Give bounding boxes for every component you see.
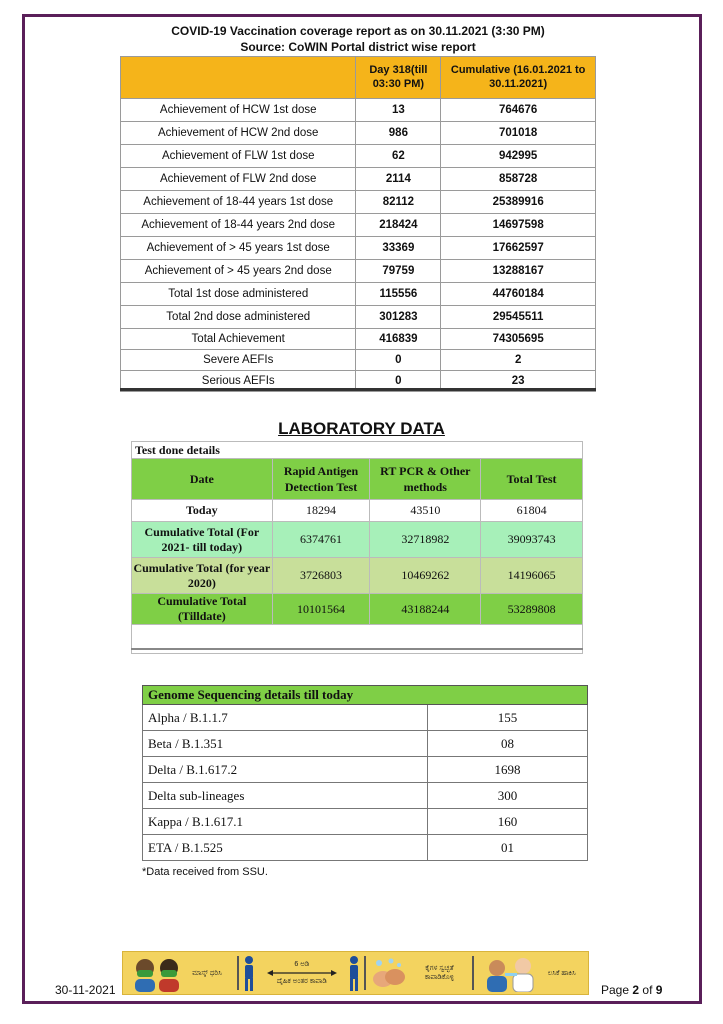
vaccination-header-day: Day 318(till 03:30 PM) [356,56,441,98]
lab-section-label: Test done details [132,442,583,459]
table-row: Severe AEFIs 0 2 [121,349,596,370]
vaccination-title: COVID-19 Vaccination coverage report as on 30.11.2021 (3:30 PM) [171,23,545,38]
table-row: Serious AEFIs 0 23 [121,370,596,391]
genome-table [142,685,588,861]
banner-divider [237,956,239,990]
table-row: Achievement of HCW 1st dose 13 764676 [121,98,596,121]
table-row: Cumulative Total (For 2021- till today) 6374761 32718982 39093743 [132,522,583,558]
table-row: Alpha / B.1.1.7 155 [143,705,588,731]
table-row: ETA / B.1.525 01 [143,835,588,861]
table-row: Beta / B.1.351 08 [143,731,588,757]
vaccine-segment [477,952,588,994]
handwash-icon [369,955,409,991]
vaccination-source: Source: CoWIN Portal district wise report [240,40,476,55]
lab-header-rat: Rapid Antigen Detection Test [272,459,370,500]
page-number: Page 2 of 9 [601,983,663,997]
vaccination-bottom-rule [120,388,596,391]
person-icon [347,955,361,991]
banner-divider [364,956,366,990]
table-row: Delta / B.1.617.2 1698 [143,757,588,783]
banner-divider [472,956,474,990]
table-row: Achievement of FLW 2nd dose 2114 858728 [121,167,596,190]
table-row: Achievement of 18-44 years 2nd dose 218424 14697598 [121,213,596,236]
table-row: Achievement of FLW 1st dose 62 942995 [121,144,596,167]
table-row: Total 1st dose administered 115556 44760184 [121,282,596,305]
table-row: Cumulative Total (Tilldate) 10101564 43188244 53289808 [132,594,583,625]
handwash-text: ಕೈಗಳ ಸ್ವಚ್ಛತೆ ಕಾಪಾಡಿಕೊಳ್ಳಿ [424,965,454,981]
lab-table [131,441,583,654]
genome-title: Genome Sequencing details till today [143,686,588,705]
mask-people-icon [131,954,187,992]
distance-text: ದೈಹಿಕ ಅಂತರ ಕಾಪಾಡಿ [276,978,327,985]
lab-title: LABORATORY DATA [278,419,445,438]
lab-header-total: Total Test [481,459,583,500]
mask-text: ಮಾಸ್ಕ್ ಧರಿಸಿ [192,969,222,977]
covid-guidelines-banner [122,951,589,995]
distance-label-group [267,960,337,986]
table-row: Kappa / B.1.617.1 160 [143,809,588,835]
table-row: Achievement of > 45 years 1st dose 33369 17662597 [121,236,596,259]
vaccination-header-blank [121,56,356,98]
table-row: Achievement of 18-44 years 1st dose 82112 25389916 [121,190,596,213]
table-row: Total Achievement 416839 74305695 [121,328,596,349]
table-row: Total 2nd dose administered 301283 29545511 [121,305,596,328]
lab-bottom-rule [131,648,583,650]
table-row: Today 18294 43510 61804 [132,500,583,522]
person-icon [242,955,256,991]
vaccine-text: ಲಸಿಕೆ ಹಾಕಿಸಿ [547,969,576,977]
distance-label: 6 ಅಡಿ [294,961,310,968]
footer-date: 30-11-2021 [55,983,116,997]
footnote: *Data received from SSU. [142,866,268,878]
handwash-segment [369,952,468,994]
lab-header-rtpcr: RT PCR & Other methods [370,459,481,500]
table-row: Achievement of > 45 years 2nd dose 79759 13288167 [121,259,596,282]
double-arrow-icon [267,969,337,977]
table-row: Cumulative Total (for year 2020) 3726803 10469262 14196065 [132,558,583,594]
vaccination-icon [481,954,539,992]
table-row: Delta sub-lineages 300 [143,783,588,809]
distance-segment [242,952,361,994]
mask-segment [123,952,234,994]
vaccination-header-cumulative: Cumulative (16.01.2021 to 30.11.2021) [441,56,596,98]
lab-header-date: Date [132,459,273,500]
table-row: Achievement of HCW 2nd dose 986 701018 [121,121,596,144]
vaccination-table [120,22,596,392]
